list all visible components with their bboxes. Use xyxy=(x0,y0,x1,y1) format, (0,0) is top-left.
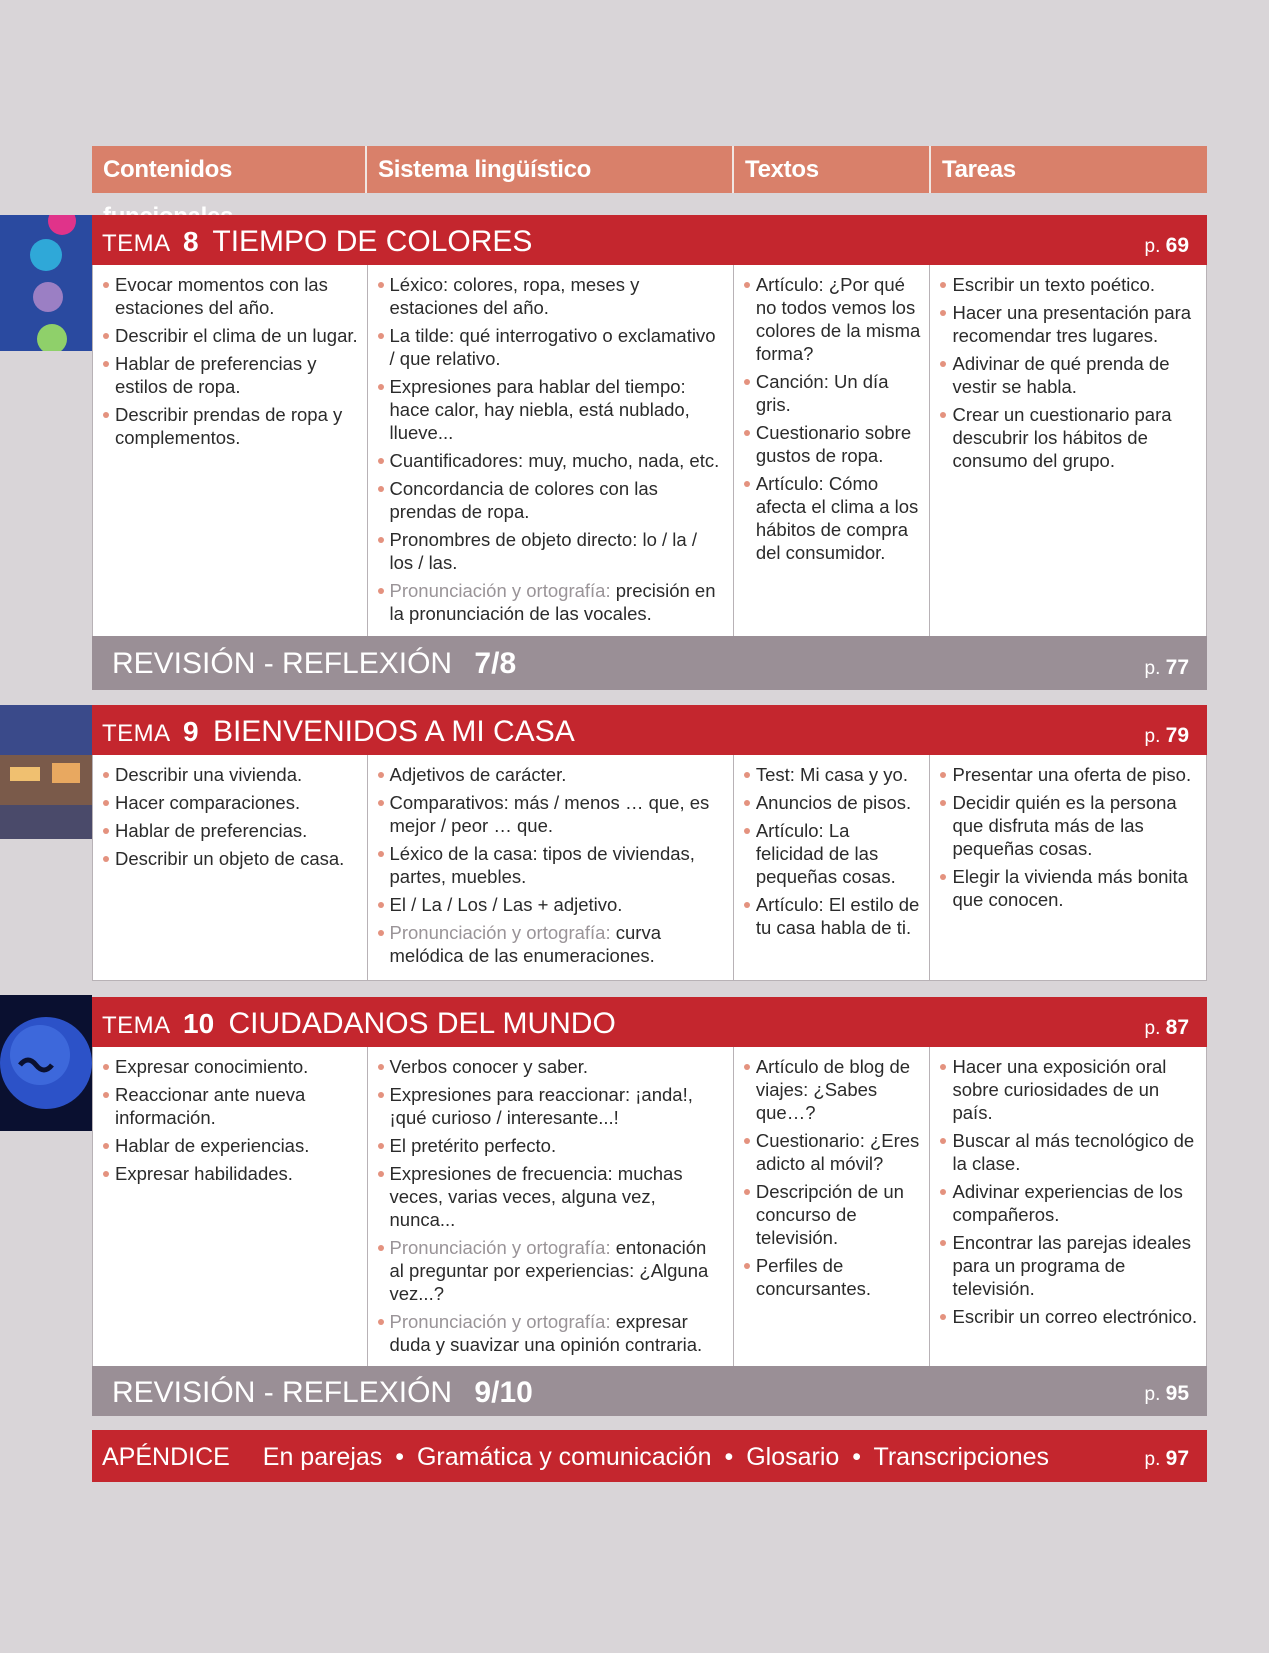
funcionales-column xyxy=(93,265,368,638)
header-textos: Textos xyxy=(734,146,931,193)
list-item: Hablar de preferencias. xyxy=(101,819,359,842)
list-item: Pronunciación y ortografía: precisión en la pronunciación de las vocales. xyxy=(376,579,725,625)
list-item: Léxico: colores, ropa, meses y estaciones del año. xyxy=(376,273,725,319)
list-item: Adivinar experiencias de los compañeros. xyxy=(938,1180,1198,1226)
list-item: Cuestionario: ¿Eres adicto al móvil? xyxy=(742,1129,922,1175)
list-item: Describir el clima de un lugar. xyxy=(101,324,359,347)
list-item: Artículo: ¿Por qué no todos vemos los colores de la misma forma? xyxy=(742,273,922,365)
list-item: Adivinar de qué prenda de vestir se habla. xyxy=(938,352,1198,398)
list-item: Presentar una oferta de piso. xyxy=(938,763,1198,786)
list-item: Escribir un texto poético. xyxy=(938,273,1198,296)
tareas-column xyxy=(930,1047,1206,1369)
separator: • xyxy=(724,1443,734,1471)
tema-8-content xyxy=(92,265,1207,639)
page-ref: p. 95 xyxy=(1144,1382,1189,1405)
column-header-row xyxy=(92,146,1207,193)
house-thumbnail xyxy=(0,705,92,839)
list-item: El pretérito perfecto. xyxy=(376,1134,725,1157)
page-ref: p. 87 xyxy=(1144,1016,1189,1039)
revision-number: 9/10 xyxy=(474,1376,533,1409)
list-item: Pronombres de objeto directo: lo / la / los / las. xyxy=(376,528,725,574)
list-item: Hacer una exposición oral sobre curiosidades de un país. xyxy=(938,1055,1198,1124)
tema-title: CIUDADANOS DEL MUNDO xyxy=(228,1007,616,1040)
apendice-item: Gramática y comunicación xyxy=(416,1443,712,1471)
list-item: Canción: Un día gris. xyxy=(742,370,922,416)
separator: • xyxy=(395,1443,405,1471)
list-item: Reaccionar ante nueva información. xyxy=(101,1083,359,1129)
tema-10-content xyxy=(92,1047,1207,1370)
page-ref: p. 79 xyxy=(1144,724,1189,747)
umbrellas-thumbnail xyxy=(0,215,92,351)
tema-label: TEMA xyxy=(102,230,171,257)
list-item: Elegir la vivienda más bonita que conocen. xyxy=(938,865,1198,911)
tareas-column xyxy=(930,265,1206,638)
list-item: Comparativos: más / menos … que, es mejor / peor … que. xyxy=(376,791,725,837)
tema-8 xyxy=(92,215,1207,639)
revision-9-10-bar xyxy=(92,1366,1207,1416)
tema-label: TEMA xyxy=(102,720,171,747)
funcionales-column xyxy=(93,755,368,980)
revision-7-8-bar xyxy=(92,636,1207,690)
list-item: Verbos conocer y saber. xyxy=(376,1055,725,1078)
revision-label: REVISIÓN - REFLEXIÓN xyxy=(112,647,453,680)
list-item: Artículo: Cómo afecta el clima a los hábitos de compra del consumidor. xyxy=(742,472,922,564)
list-item: Concordancia de colores con las prendas de ropa. xyxy=(376,477,725,523)
revision-label: REVISIÓN - REFLEXIÓN xyxy=(112,1376,453,1409)
globe-thumbnail xyxy=(0,995,92,1131)
header-contenidos-funcionales: Contenidos xyxy=(92,146,367,193)
page-ref: p. 77 xyxy=(1144,656,1189,679)
apendice-bar xyxy=(92,1430,1207,1482)
list-item: Escribir un correo electrónico. xyxy=(938,1305,1198,1328)
list-item: Expresiones para reaccionar: ¡anda!, ¡qué curioso / interesante...! xyxy=(376,1083,725,1129)
header-sistema-linguistico: Sistema lingüístico xyxy=(367,146,734,193)
linguistico-column xyxy=(368,755,734,980)
list-item: Expresar habilidades. xyxy=(101,1162,359,1185)
revision-number: 7/8 xyxy=(474,647,517,680)
list-item: Artículo de blog de viajes: ¿Sabes que…? xyxy=(742,1055,922,1124)
apendice-label: APÉNDICE xyxy=(102,1443,230,1471)
list-item: Cuantificadores: muy, mucho, nada, etc. xyxy=(376,449,725,472)
textos-column xyxy=(734,265,931,638)
linguistico-column xyxy=(368,1047,734,1369)
tema-10-title-bar xyxy=(92,997,1207,1047)
tema-number: 10 xyxy=(183,1008,215,1039)
list-item: Crear un cuestionario para descubrir los hábitos de consumo del grupo. xyxy=(938,403,1198,472)
tema-10 xyxy=(92,997,1207,1370)
list-item: Anuncios de pisos. xyxy=(742,791,922,814)
tema-9-content xyxy=(92,755,1207,981)
apendice-item: Glosario xyxy=(746,1443,840,1471)
list-item: Evocar momentos con las estaciones del año. xyxy=(101,273,359,319)
list-item: Pronunciación y ortografía: entonación al preguntar por experiencias: ¿Alguna vez...? xyxy=(376,1236,725,1305)
tema-9 xyxy=(92,705,1207,981)
list-item: Describir un objeto de casa. xyxy=(101,847,359,870)
list-item: Decidir quién es la persona que disfruta más de las pequeñas cosas. xyxy=(938,791,1198,860)
list-item: Hablar de experiencias. xyxy=(101,1134,359,1157)
header-tareas: Tareas xyxy=(931,146,1207,193)
separator: • xyxy=(852,1443,862,1471)
list-item: Hablar de preferencias y estilos de ropa. xyxy=(101,352,359,398)
list-item: Describir prendas de ropa y complementos. xyxy=(101,403,359,449)
list-item: El / La / Los / Las + adjetivo. xyxy=(376,893,725,916)
list-item: Artículo: La felicidad de las pequeñas cosas. xyxy=(742,819,922,888)
apendice-item: En parejas xyxy=(262,1443,383,1471)
list-item: Pronunciación y ortografía: expresar duda y suavizar una opinión contraria. xyxy=(376,1310,725,1356)
list-item: Perfiles de concursantes. xyxy=(742,1254,922,1300)
list-item: La tilde: qué interrogativo o exclamativo / que relativo. xyxy=(376,324,725,370)
textos-column xyxy=(734,755,931,980)
funcionales-column xyxy=(93,1047,368,1369)
list-item: Artículo: El estilo de tu casa habla de ti. xyxy=(742,893,922,939)
list-item: Encontrar las parejas ideales para un programa de televisión. xyxy=(938,1231,1198,1300)
list-item: Pronunciación y ortografía: curva melódica de las enumeraciones. xyxy=(376,921,725,967)
linguistico-column xyxy=(368,265,734,638)
list-item: Buscar al más tecnológico de la clase. xyxy=(938,1129,1198,1175)
tema-9-title-bar xyxy=(92,705,1207,755)
list-item: Describir una vivienda. xyxy=(101,763,359,786)
list-item: Expresar conocimiento. xyxy=(101,1055,359,1078)
tema-number: 9 xyxy=(183,716,199,747)
apendice-item: Transcripciones xyxy=(873,1443,1050,1471)
list-item: Adjetivos de carácter. xyxy=(376,763,725,786)
tema-label: TEMA xyxy=(102,1012,171,1039)
list-item: Test: Mi casa y yo. xyxy=(742,763,922,786)
tareas-column xyxy=(930,755,1206,980)
tema-number: 8 xyxy=(183,226,199,257)
tema-title: BIENVENIDOS A MI CASA xyxy=(212,715,575,748)
list-item: Hacer una presentación para recomendar tres lugares. xyxy=(938,301,1198,347)
tema-title: TIEMPO DE COLORES xyxy=(212,225,533,258)
textos-column xyxy=(734,1047,931,1369)
tema-8-title-bar xyxy=(92,215,1207,265)
list-item: Expresiones de frecuencia: muchas veces, varias veces, alguna vez, nunca... xyxy=(376,1162,725,1231)
list-item: Descripción de un concurso de televisión. xyxy=(742,1180,922,1249)
list-item: Cuestionario sobre gustos de ropa. xyxy=(742,421,922,467)
page-ref: p. 69 xyxy=(1144,234,1189,257)
page-ref: p. 97 xyxy=(1144,1447,1189,1470)
list-item: Hacer comparaciones. xyxy=(101,791,359,814)
list-item: Léxico de la casa: tipos de viviendas, partes, muebles. xyxy=(376,842,725,888)
list-item: Expresiones para hablar del tiempo: hace calor, hay niebla, está nublado, llueve... xyxy=(376,375,725,444)
